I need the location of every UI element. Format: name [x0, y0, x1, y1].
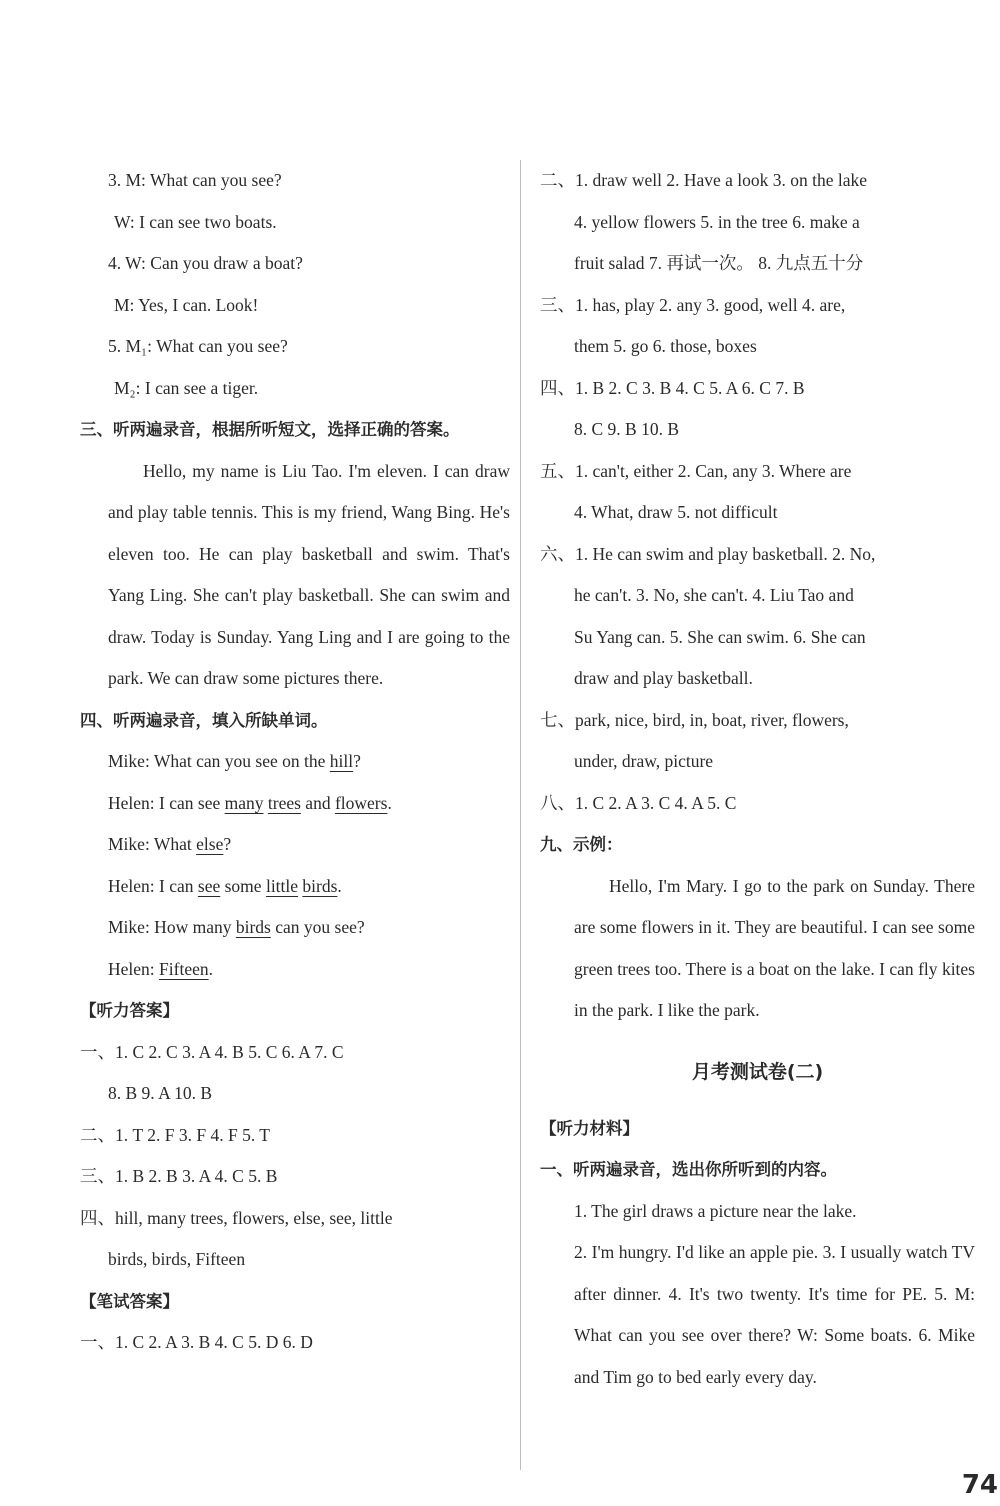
answer-line: Su Yang can. 5. She can swim. 6. She can [574, 626, 866, 647]
column-divider [520, 160, 521, 1470]
answer-blank: birds [235, 917, 271, 937]
answer-line: 六、1. He can swim and play basketball. 2. No, [540, 543, 876, 564]
answer-line: them 5. go 6. those, boxes [574, 336, 757, 356]
page-number: 74 [961, 1470, 998, 1500]
answer-blank: little [265, 875, 299, 896]
answer-line: 三、1. B 2. B 3. A 4. C 5. B [80, 1166, 278, 1186]
answer-blank: flowers [334, 792, 388, 813]
answer-line: 4. yellow flowers 5. in the tree 6. make a [574, 211, 860, 232]
answer-line: 七、park, nice, bird, in, boat, river, flowers, [540, 709, 849, 730]
listening-answers-heading: 【听力答案】 [80, 1001, 179, 1020]
section-heading: 四、听两遍录音，填入所缺单词。 [80, 710, 328, 730]
fill-dialog-line: Helen: I can see some little birds. [108, 875, 342, 896]
answer-line: 五、1. can't, either 2. Can, any 3. Where are [540, 460, 852, 481]
dialog-line: M₂: I can see a tiger. [114, 377, 259, 398]
answer-line: draw and play basketball. [574, 668, 753, 688]
dialog-line: 5. M₁: What can you see? [108, 336, 288, 356]
dialog-line: M: Yes, I can. Look! [114, 294, 259, 315]
dialog-line: 4. W: Can you draw a boat? [108, 253, 303, 273]
answer-line: 4. What, draw 5. not difficult [574, 502, 778, 522]
dialog-line: 3. M: What can you see? [108, 170, 282, 190]
answer-line: 二、1. draw well 2. Have a look 3. on the lake [540, 170, 868, 190]
answer-line: he can't. 3. No, she can't. 4. Liu Tao and [574, 585, 854, 605]
answer-line: 一、1. C 2. C 3. A 4. B 5. C 6. A 7. C [80, 1041, 344, 1062]
passage-text: Hello, my name is Liu Tao. I'm eleven. I can draw and play table tennis. This is my friend, Wang Bing. He's eleven too. He can play basketball and swim. That's Yang Ling. She can't play basketball. She can swim and draw. Today is Sunday. Yang Ling and I are going to the park. We can draw some pictures there. [108, 460, 510, 688]
fill-dialog-line: Mike: What can you see on the hill? [108, 751, 361, 771]
answer-line: 8. C 9. B 10. B [574, 419, 680, 439]
fill-dialog-line: Helen: I can see many trees and flowers. [108, 792, 392, 813]
listening-material-heading: 【听力材料】 [540, 1118, 639, 1138]
fill-dialog-line: Mike: How many birds can you see? [108, 917, 365, 937]
answer-line: 三、1. has, play 2. any 3. good, well 4. are, [540, 294, 846, 315]
answer-line: 二、1. T 2. F 3. F 4. F 5. T [80, 1124, 270, 1145]
answer-line: birds, birds, Fifteen [108, 1249, 246, 1269]
answer-line: 一、1. C 2. A 3. B 4. C 5. D 6. D [80, 1332, 313, 1352]
question-line: 1. The girl draws a picture near the lake. [574, 1200, 857, 1221]
test-title: 月考测试卷(二) [691, 1060, 824, 1083]
answer-line: fruit salad 7. 再试一次。 8. 九点五十分 [574, 253, 864, 273]
question-text: 2. I'm hungry. I'd like an apple pie. 3. I usually watch TV after dinner. 4. It's two twenty. It's time for PE. 5. M: What can you see over there? W: Some boats. 6. Mike and Tim go to bed early every day. [574, 1242, 975, 1387]
answer-line: 8. B 9. A 10. B [108, 1083, 213, 1103]
answer-line: under, draw, picture [574, 751, 714, 771]
answer-blank: see [197, 875, 221, 896]
answer-blank: birds [302, 875, 338, 896]
section-heading: 三、听两遍录音，根据所听短文，选择正确的答案。 [80, 420, 460, 439]
written-answers-heading: 【笔试答案】 [80, 1291, 179, 1311]
dialog-line: W: I can see two boats. [114, 211, 277, 232]
answer-line: 八、1. C 2. A 3. C 4. A 5. C [540, 792, 737, 813]
answer-line: 四、1. B 2. C 3. B 4. C 5. A 6. C 7. B [540, 377, 805, 398]
fill-dialog-line: Helen: Fifteen. [108, 958, 213, 979]
right-column [540, 160, 975, 1398]
left-column [80, 160, 510, 1364]
example-essay: Hello, I'm Mary. I go to the park on Sunday. There are some flowers in it. They are beautiful. I can see some green trees too. There is a boat on the lake. I can fly kites in the park. I like the park. [574, 875, 975, 1020]
answer-blank: many [224, 792, 264, 813]
answer-blank: else [196, 834, 224, 854]
fill-dialog-line: Mike: What else? [108, 834, 232, 854]
answer-blank: Fifteen [159, 958, 209, 979]
answer-blank: trees [267, 792, 301, 813]
section-heading: 一、听两遍录音，选出你所听到的内容。 [540, 1160, 837, 1179]
answer-line: 四、hill, many trees, flowers, else, see, little [80, 1207, 393, 1228]
example-heading: 九、示例： [540, 835, 623, 854]
answer-blank: hill [329, 751, 354, 771]
